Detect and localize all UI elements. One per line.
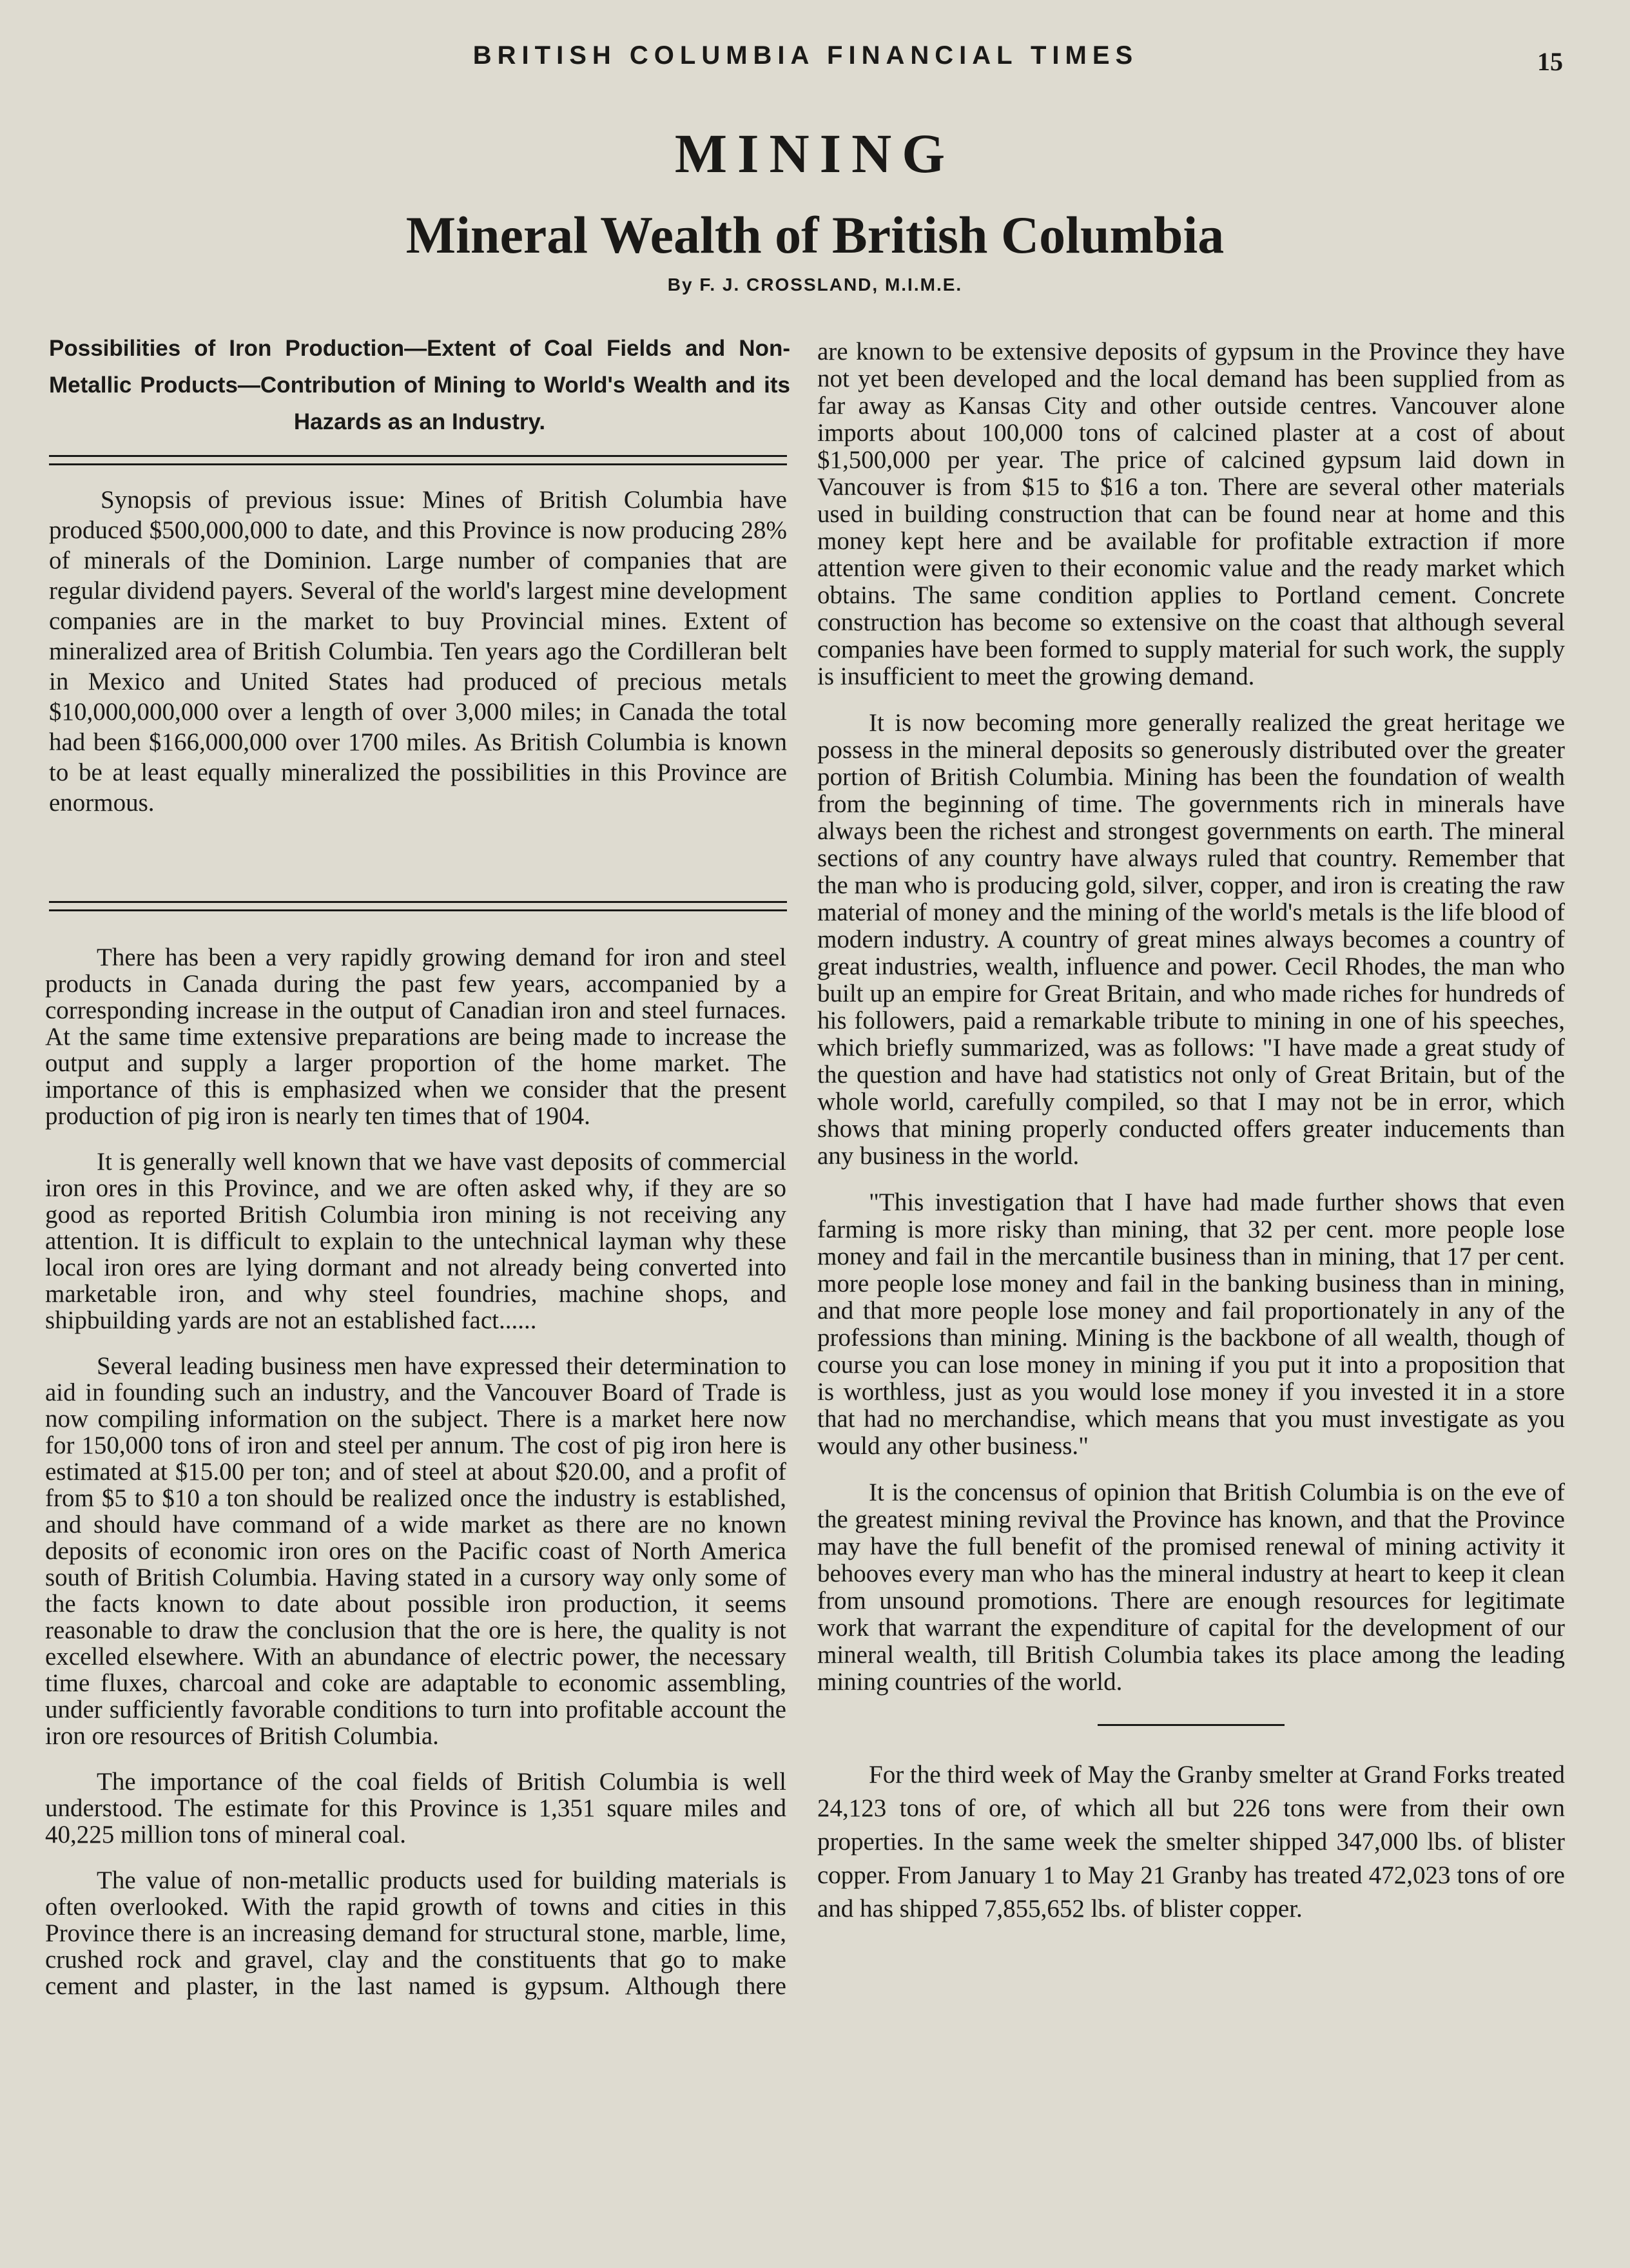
paragraph-iron-demand: There has been a very rapidly growing demand for iron and steel products in Canada during the past few years, accompanied by a corresponding increase in the output of Canadian iron and steel furnaces. At the same time extensive preparations are being made to increase the output and supply a larger proportion of the home market. The importance of this is emphasized when we consider that the present production of pig iron is nearly ten times that of 1904. <box>45 944 786 1130</box>
article-title: Mineral Wealth of British Columbia <box>405 206 1225 264</box>
deck-divider <box>49 455 787 465</box>
right-column <box>817 338 1565 1945</box>
synopsis-box <box>49 485 787 837</box>
paragraph-iron-deposits: It is generally well known that we have vast deposits of commercial iron ores in this Province, and we are often asked why, if they are so good as reported British Columbia iron mining is not receiving any attention. It is difficult to explain to the untechnical layman why these local iron ores are lying dormant and not already being converted into marketable iron, and why steel foundries, machine shops, and shipbuilding yards are not an established fact...... <box>45 1148 786 1334</box>
section-divider <box>1098 1724 1285 1726</box>
section-title: MINING <box>674 122 956 184</box>
byline: By F. J. CROSSLAND, M.I.M.E. <box>667 275 963 295</box>
paragraph-mining-revival: It is the concensus of opinion that British Columbia is on the eve of the greatest mining revival the Province has known, and that the Province may have the full benefit of the promised renewal of mining activity it behooves every man who has the mineral industry at heart to keep it clean from unsound promotions. There are enough resources for legitimate work that warrant the expenditure of capital for the development of our mineral wealth, till British Columbia takes its place among the leading mining countries of the world. <box>817 1478 1565 1696</box>
running-head: BRITISH COLUMBIA FINANCIAL TIMES <box>472 41 1139 70</box>
page-number: 15 <box>1537 47 1563 76</box>
article-deck: Possibilities of Iron Production—Extent of Coal Fields and Non-Metallic Products—Contribution of Mining to World's Wealth and its Hazards as an Industry. <box>49 336 790 434</box>
paragraph-mineral-heritage: It is now becoming more generally realized the great heritage we possess in the mineral deposits so generously distributed over the greater portion of British Columbia. Mining has been the foundation of wealth from the beginning of time. The governments rich in minerals have always been the richest and strongest governments on earth. The mineral sections of any country have always ruled that country. Remember that the man who is producing gold, silver, copper, and iron is creating the raw material of money and the mining of the world's metals is the life blood of modern industry. A country of great mines always becomes a country of great industries, wealth, influence and power. Cecil Rhodes, the man who built up an empire for Great Britain, and who made riches for hundreds of his followers, paid a remarkable tribute to mining in one of his speeches, which briefly summarized, was as follows: "I have made a great study of the question and have had statistics not only of Great Britain, but of the whole world, carefully compiled, so that I may not be in error, which shows that mining properly conducted offers greater inducements than any business in the world. <box>817 709 1565 1170</box>
paragraph-iron-industry: Several leading business men have expressed their determination to aid in founding such an industry, and the Vancouver Board of Trade is now compiling information on the subject. There is a market here now for 150,000 tons of iron and steel per annum. The cost of pig iron here is estimated at $15.00 per ton; and of steel at about $20.00, and a profit of from $5 to $10 a ton should be realized once the industry is established, and should have command of a wide market as there are no known deposits of economic iron ores on the Pacific coast of North America south of British Columbia. Having stated in a cursory way only some of the facts known to date about possible iron production, it seems reasonable to draw the conclusion that the ore is here, the quality is not excelled elsewhere. With an abundance of electric power, the necessary time fluxes, charcoal and coke are adaptable to economic assembling, under sufficiently favorable conditions to turn into profitable account the iron ore resources of British Columbia. <box>45 1352 786 1750</box>
synopsis-text: Synopsis of previous issue: Mines of British Columbia have produced $500,000,000 to date, and this Province is now producing 28% of minerals of the Dominion. Large number of companies that are regular dividend payers. Several of the world's largest mine development companies are in the market to buy Provincial mines. Extent of mineralized area of British Columbia. Ten years ago the Cordilleran belt in Mexico and United States had produced of precious metals $10,000,000,000 over a length of over 3,000 miles; in Canada the total had been $166,000,000 over 1700 miles. As British Columbia is known to be at least equally mineralized the possibilities in this Province are enormous. <box>49 486 787 817</box>
smelter-note: For the third week of May the Granby smelter at Grand Forks treated 24,123 tons of ore, of which all but 226 tons were from their own properties. In the same week the smelter shipped 347,000 lbs. of blister copper. From January 1 to May 21 Granby has treated 472,023 tons of ore and has shipped 7,855,652 lbs. of blister copper. <box>817 1761 1565 1923</box>
paragraph-coal-fields: The importance of the coal fields of British Columbia is well understood. The estimate for this Province is 1,351 square miles and 40,225 million tons of mineral coal. <box>45 1768 786 1848</box>
left-column <box>45 944 786 2019</box>
paragraph-rhodes-quote: "This investigation that I have had made further shows that even farming is more risky than mining, that 32 per cent. more people lose money and fail in the mercantile business than in mining, that 17 per cent. more people lose money and fail in the banking business than in mining, and that more people lose money and fail proportionately in any of the professions than mining. Mining is the backbone of all wealth, though of course you can lose money in mining if you put it into a proposition that is worthless, just as you would lose money if you invested it in a store that had no merchandise, which means that you must investigate as you would any other business." <box>817 1188 1565 1460</box>
synopsis-divider <box>49 901 787 911</box>
paragraph-non-metallic: The value of non-metallic products used for building materials is often overlooked. With the rapid growth of towns and cities in this Province there is an increasing demand for structural stone, marble, lime, crushed rock and gravel, clay and the constituents that go to make cement and plaster, in the last named is gypsum. Although there <box>45 1866 786 2000</box>
paragraph-gypsum-continued: are known to be extensive deposits of gypsum in the Province they have not yet been developed and the local demand has been supplied from as far away as Kansas City and other outside centres. Vancouver alone imports about 100,000 tons of calcined plaster at a cost of about $1,500,000 per year. The price of calcined gypsum laid down in Vancouver is from $15 to $16 a ton. There are several other materials used in building construction that can be found near at home and this money kept here and be available for profitable extraction if more attention were given to their economic value and the ready market which obtains. The same condition applies to Portland cement. Concrete construction has become so extensive on the coast that although several companies have been formed to supply material for such work, the supply is insufficient to meet the growing demand. <box>817 338 1565 690</box>
